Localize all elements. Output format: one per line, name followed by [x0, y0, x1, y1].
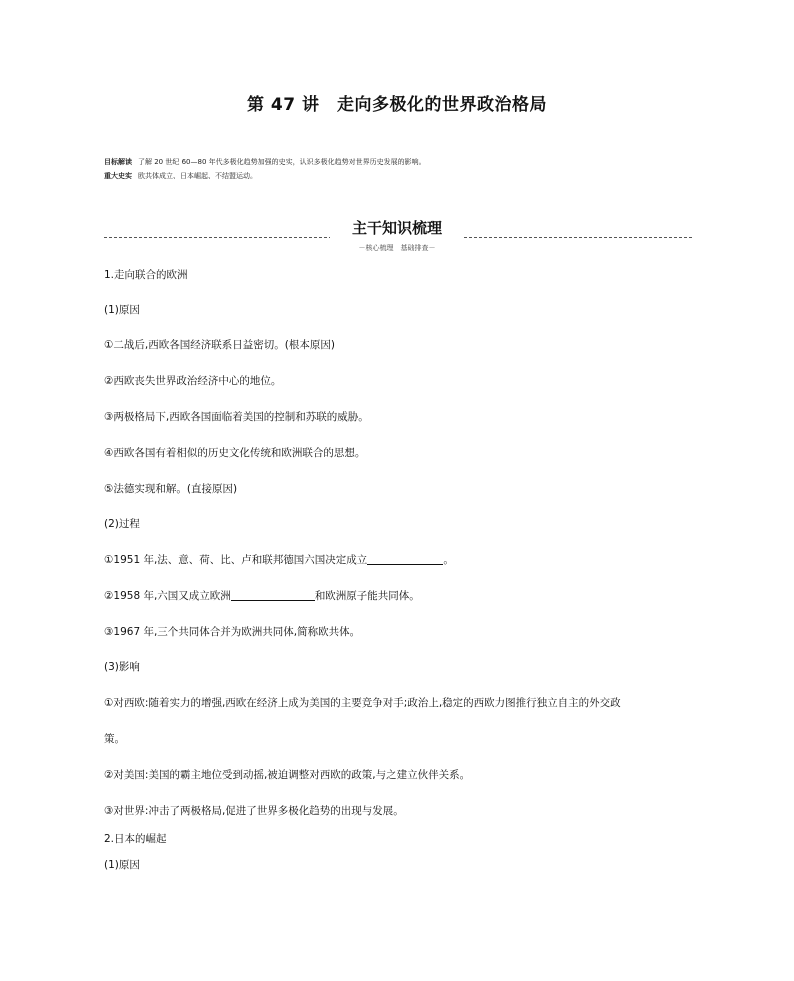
process-item: [104, 588, 420, 603]
cause-item: ④西欧各国有着相似的历史文化传统和欧洲联合的思想。: [104, 447, 366, 459]
process-text-end: 和欧洲原子能共同体。: [314, 590, 420, 602]
subheading-causes: (1)原因: [104, 859, 140, 871]
process-text: ①1951 年,法、意、荷、比、卢和联邦德国六国决定成立: [104, 554, 368, 566]
impact-item: ①对西欧:随着实力的增强,西欧在经济上成为美国的主要竞争对手;政治上,稳定的西欧力图推行独立自主的外交政: [104, 697, 621, 709]
heading-japan: 2.日本的崛起: [104, 833, 167, 845]
goal-label: 目标解读: [104, 158, 132, 166]
subheading-causes: (1)原因: [104, 304, 140, 316]
section-title: 主干知识梳理: [330, 217, 464, 238]
page-title: 第 47 讲 走向多极化的世界政治格局: [247, 95, 547, 115]
goal-text: 了解 20 世纪 60—80 年代多极化趋势加强的史实，认识多极化趋势对世界历史发展的影响。: [138, 158, 426, 166]
impact-item: ③对世界:冲击了两极格局,促进了世界多极化趋势的出现与发展。: [104, 805, 404, 817]
subheading-impact: (3)影响: [104, 661, 140, 673]
process-item: ③1967 年,三个共同体合并为欧洲共同体,简称欧共体。: [104, 626, 361, 638]
process-text-end: 。: [443, 554, 454, 566]
cause-item: ⑤法德实现和解。(直接原因): [104, 483, 238, 495]
impact-item-continued: 策。: [104, 733, 125, 745]
impact-item: ②对美国:美国的霸主地位受到动摇,被迫调整对西欧的政策,与之建立伙伴关系。: [104, 769, 471, 781]
fill-blank[interactable]: [367, 553, 443, 565]
goal-line: [104, 157, 426, 167]
key-facts-label: 重大史实: [104, 172, 132, 180]
fill-blank[interactable]: [231, 589, 315, 601]
subheading-process: (2)过程: [104, 518, 140, 530]
cause-item: ①二战后,西欧各国经济联系日益密切。(根本原因): [104, 339, 335, 351]
process-text: ②1958 年,六国又成立欧洲: [104, 590, 231, 602]
cause-item: ②西欧丧失世界政治经济中心的地位。: [104, 375, 282, 387]
cause-item: ③两极格局下,西欧各国面临着美国的控制和苏联的威胁。: [104, 411, 369, 423]
heading-europe: 1.走向联合的欧洲: [104, 269, 188, 281]
key-facts-line: [104, 171, 257, 181]
key-facts-text: 欧共体成立、日本崛起、不结盟运动。: [138, 172, 257, 180]
process-item: [104, 552, 454, 567]
section-subtitle: －核心梳理 基础排查－: [358, 244, 436, 252]
